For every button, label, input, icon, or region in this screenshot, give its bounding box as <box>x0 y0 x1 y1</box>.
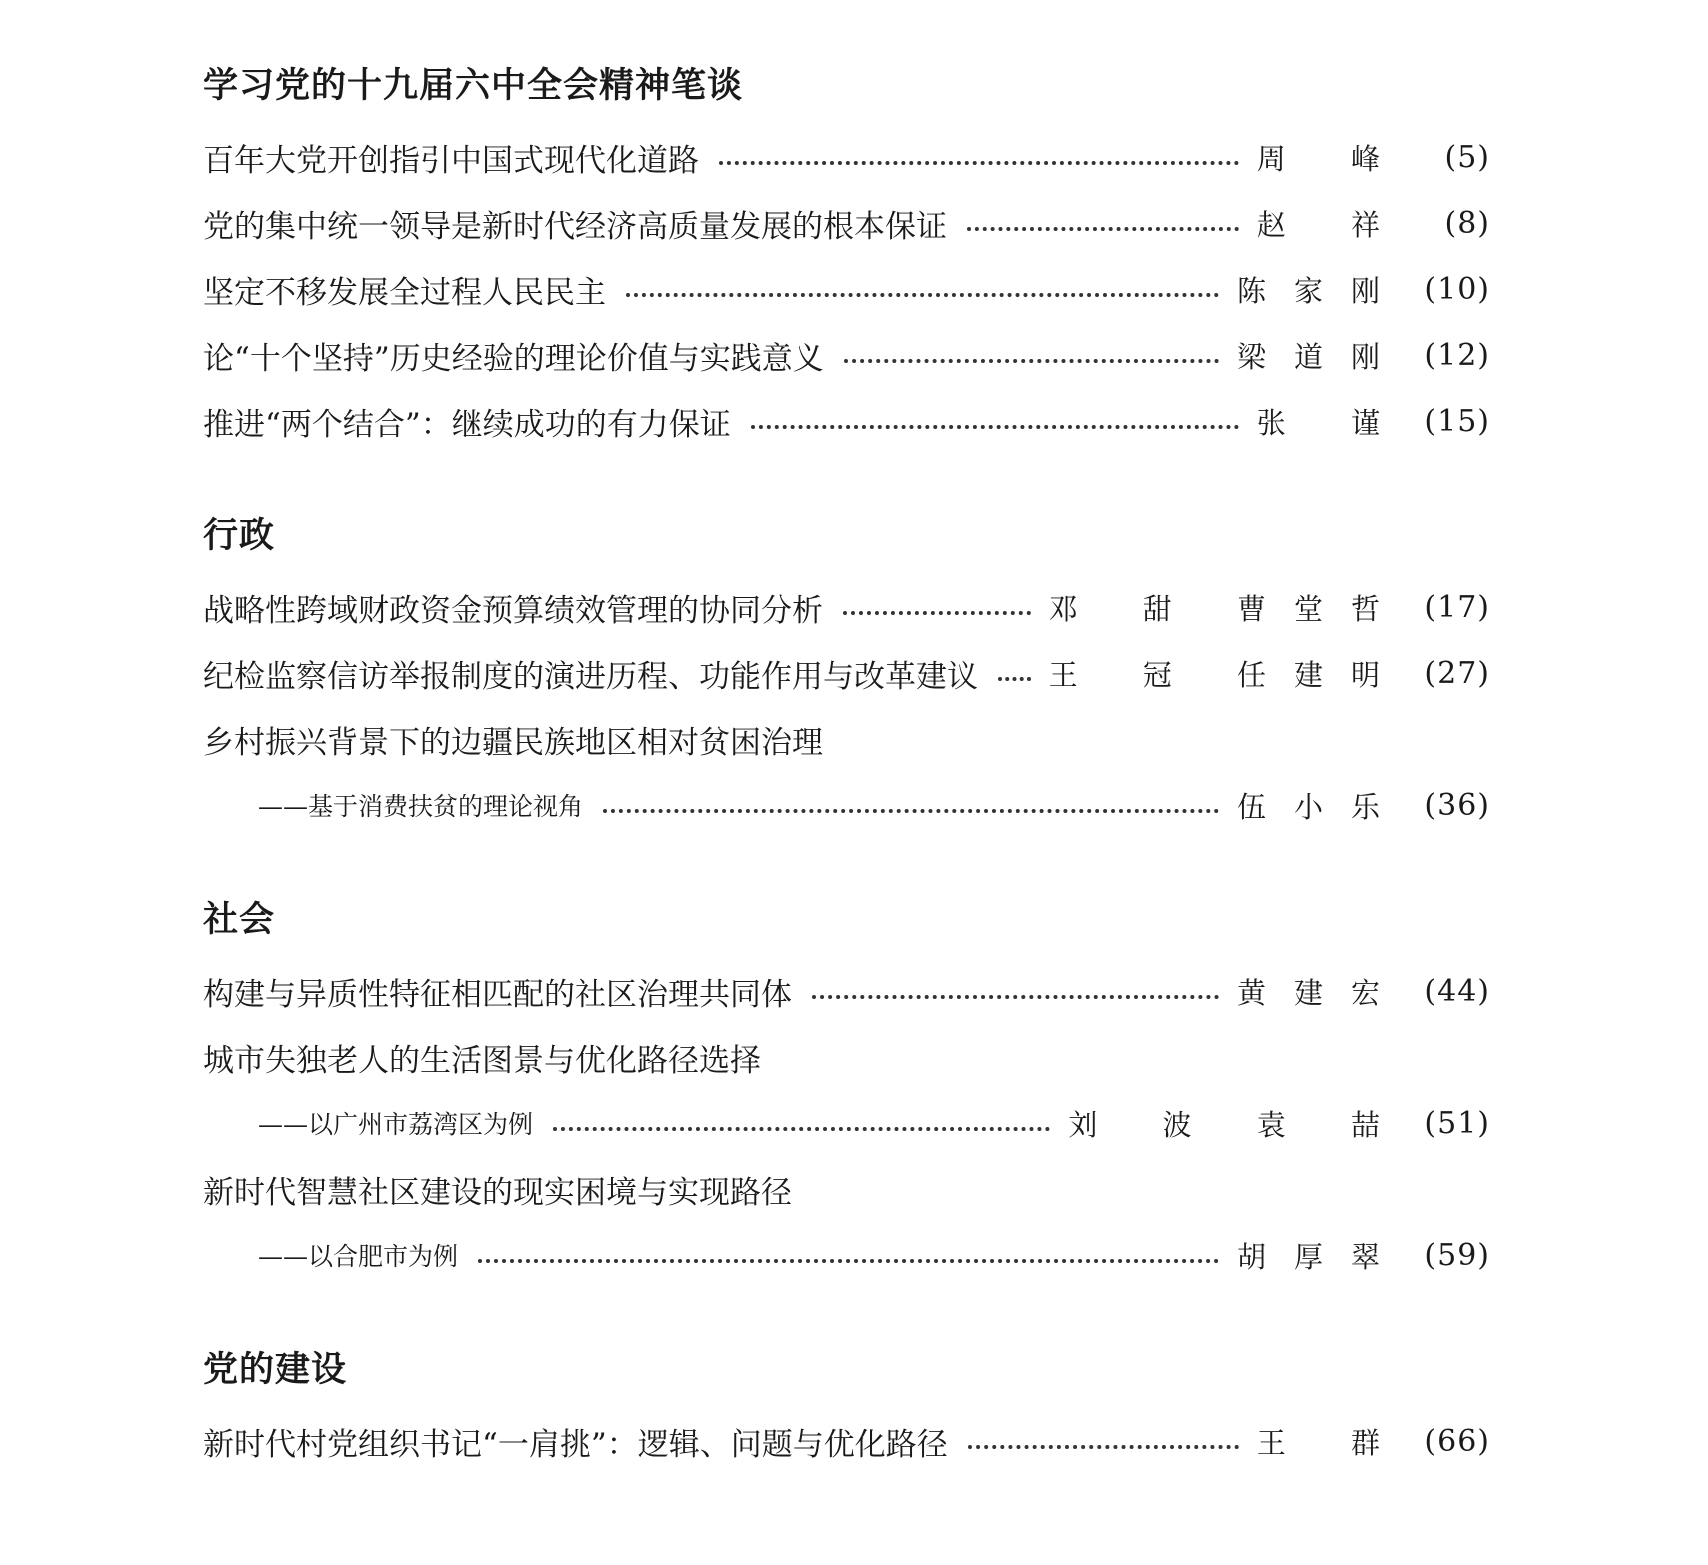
page-number: (27) <box>1424 655 1490 691</box>
article-subtitle: ——以合肥市为例 <box>258 1242 459 1271</box>
page-number: (8) <box>1444 205 1490 241</box>
dot-leader <box>603 809 1219 813</box>
toc-entry[interactable] <box>203 958 1490 1024</box>
article-title: 百年大党开创指引中国式现代化道路 <box>203 142 699 179</box>
article-title: 战略性跨域财政资金预算绩效管理的协同分析 <box>203 592 823 629</box>
section-title: 行政 <box>203 516 276 556</box>
article-author: 周 峰 <box>1256 141 1408 176</box>
toc-entry-subtitle[interactable] <box>203 1222 1490 1288</box>
dot-leader <box>844 359 1219 363</box>
toc-entry-main-title[interactable] <box>203 706 1490 772</box>
article-author: 伍小乐 <box>1236 789 1408 824</box>
page-number: (51) <box>1424 1105 1490 1141</box>
dot-leader <box>626 293 1219 297</box>
article-author: 刘 波 袁 喆 <box>1068 1107 1408 1142</box>
article-author: 王 冠 任建明 <box>1048 657 1408 692</box>
toc-entry[interactable] <box>203 190 1490 256</box>
toc-entry-main-title[interactable] <box>203 1156 1490 1222</box>
toc-entry[interactable] <box>203 256 1490 322</box>
article-title: 纪检监察信访举报制度的演进历程、功能作用与改革建议 <box>203 658 978 695</box>
article-author: 王 群 <box>1256 1425 1408 1460</box>
page-number: (66) <box>1424 1423 1490 1459</box>
dot-leader <box>998 677 1031 681</box>
article-author: 黄建宏 <box>1236 975 1408 1010</box>
toc-entry[interactable] <box>203 322 1490 388</box>
toc-entry[interactable] <box>203 574 1490 640</box>
section-title: 社会 <box>203 900 276 940</box>
page-number: (5) <box>1444 139 1490 175</box>
dot-leader <box>719 161 1239 165</box>
article-title: 新时代智慧社区建设的现实困境与实现路径 <box>203 1174 792 1211</box>
dot-leader <box>843 611 1031 615</box>
toc-entry-subtitle[interactable] <box>203 772 1490 838</box>
article-title: 构建与异质性特征相匹配的社区治理共同体 <box>203 976 792 1013</box>
dot-leader <box>967 227 1239 231</box>
article-author: 赵 祥 <box>1256 207 1408 242</box>
dot-leader <box>553 1127 1050 1131</box>
page-number: (15) <box>1424 403 1490 439</box>
article-author: 梁道刚 <box>1236 339 1408 374</box>
article-title: 党的集中统一领导是新时代经济高质量发展的根本保证 <box>203 208 947 245</box>
page-number: (59) <box>1424 1237 1490 1273</box>
section-title: 学习党的十九届六中全会精神笔谈 <box>203 66 744 106</box>
toc-entry[interactable] <box>203 388 1490 454</box>
toc-entry[interactable] <box>203 1408 1490 1474</box>
page-number: (12) <box>1424 337 1490 373</box>
toc-section-party-building <box>203 1346 1490 1474</box>
article-title: 新时代村党组织书记“一肩挑”：逻辑、问题与优化路径 <box>203 1426 948 1463</box>
toc-entry-main-title[interactable] <box>203 1024 1490 1090</box>
dot-leader <box>478 1259 1219 1263</box>
table-of-contents <box>203 62 1490 1474</box>
article-author: 陈家刚 <box>1236 273 1408 308</box>
toc-entry[interactable] <box>203 124 1490 190</box>
article-author: 胡厚翠 <box>1236 1239 1408 1274</box>
article-title: 乡村振兴背景下的边疆民族地区相对贫困治理 <box>203 724 823 761</box>
dot-leader <box>751 425 1239 429</box>
toc-section-administration <box>203 512 1490 838</box>
page-number: (36) <box>1424 787 1490 823</box>
dot-leader <box>968 1445 1239 1449</box>
article-subtitle: ——基于消费扶贫的理论视角 <box>258 792 584 821</box>
article-author: 张 谨 <box>1256 405 1408 440</box>
article-title: 城市失独老人的生活图景与优化路径选择 <box>203 1042 761 1079</box>
article-author: 邓 甜 曹堂哲 <box>1048 591 1408 626</box>
article-subtitle: ——以广州市荔湾区为例 <box>258 1110 534 1139</box>
page-number: (10) <box>1424 271 1490 307</box>
toc-entry[interactable] <box>203 640 1490 706</box>
toc-section-party-plenum <box>203 62 1490 454</box>
dot-leader <box>812 995 1219 999</box>
toc-entry-subtitle[interactable] <box>203 1090 1490 1156</box>
page-number: (17) <box>1424 589 1490 625</box>
section-title: 党的建设 <box>203 1350 348 1390</box>
article-title: 论“十个坚持”历史经验的理论价值与实践意义 <box>203 340 824 377</box>
article-title: 坚定不移发展全过程人民民主 <box>203 274 606 311</box>
page-number: (44) <box>1424 973 1490 1009</box>
article-title: 推进“两个结合”：继续成功的有力保证 <box>203 406 731 443</box>
toc-section-society <box>203 896 1490 1288</box>
